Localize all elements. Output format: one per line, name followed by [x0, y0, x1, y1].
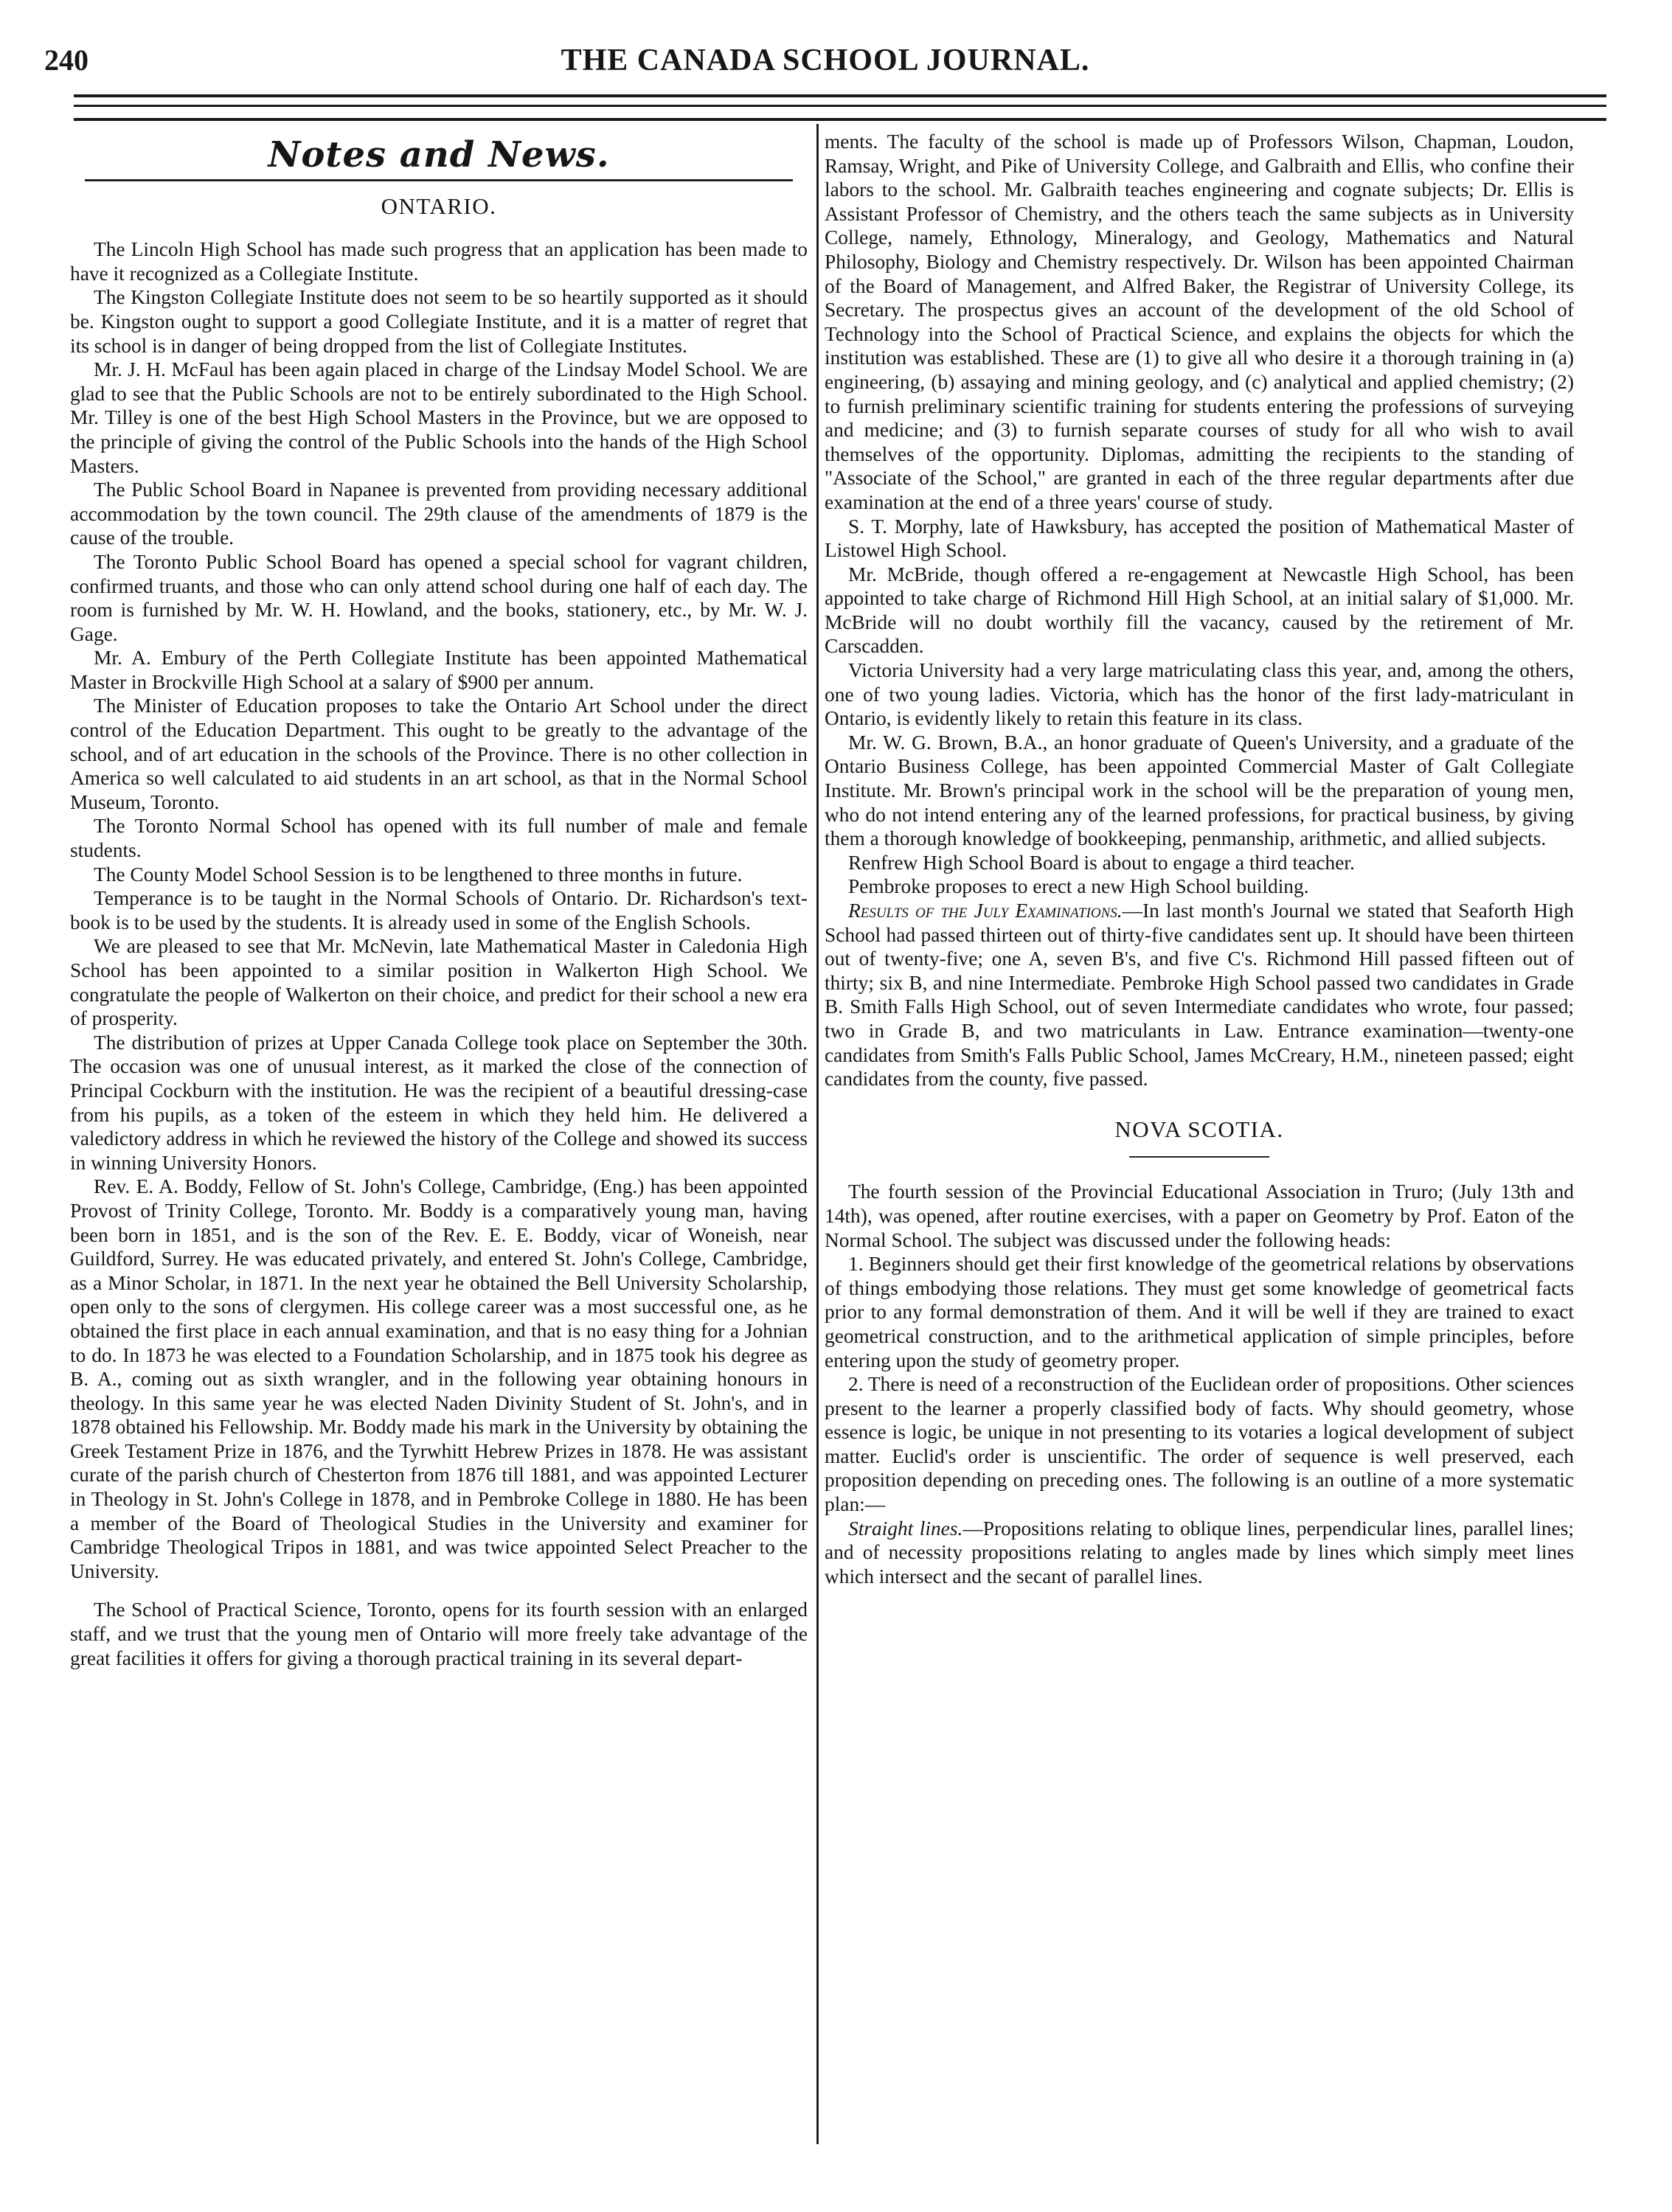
- ontario-heading: ONTARIO.: [381, 192, 497, 219]
- section-title-rule: [85, 179, 793, 181]
- straight-lines-paragraph: [825, 1517, 1574, 1589]
- right-column: [825, 130, 1574, 1588]
- news-item: 1. Beginners should get their first knowledge of the geometrical relations by observations of things embodying those relations. They must get some knowledge of geometrical facts prior to any formal demonstration of them. And it will be well if they are trained to exact geometrical construction, and to the arithmetical application of simple principles, before entering upon the study of geometry proper.: [825, 1253, 1574, 1371]
- news-item: The Kingston Collegiate Institute does not seem to be so heartily supported as it should be. Kingston ought to support a good Collegiate Institute, and it is a matter of regret that its school is in danger of being dropped from the list of Collegiate Institutes.: [70, 286, 808, 357]
- news-item: S. T. Morphy, late of Hawksbury, has accepted the position of Mathematical Master of Listowel High School.: [825, 515, 1574, 562]
- news-item: We are pleased to see that Mr. McNevin, late Mathematical Master in Caledonia High School has been appointed to a similar position in Walkerton High School. We congratulate the people of Walkerton on their choice, and predict for their school a new era of prosperity.: [70, 935, 808, 1030]
- news-item: The Lincoln High School has made such progress that an application has been made to have it recognized as a Collegiate Institute.: [70, 238, 808, 285]
- straight-lines-label: Straight lines.: [848, 1517, 963, 1540]
- header-rule-top: [74, 94, 1606, 97]
- news-item: Mr. McBride, though offered a re-engagement at Newcastle High School, has been appointed to take charge of Richmond Hill High School, at an initial salary of $1,000. Mr. McBride will no doubt worthily fill the vacancy, caused by the retirement of Mr. Carscadden.: [825, 563, 1574, 658]
- news-item: Rev. E. A. Boddy, Fellow of St. John's College, Cambridge, (Eng.) has been appointed Provost of Trinity College, Toronto. Mr. Boddy is a comparatively young man, having been born in 1851, and is the son of the Rev. E. E. Boddy, vicar of Woneish, near Guildford, Surrey. He was educated privately, and entered St. John's College, Cambridge, as a Minor Scholar, in 1871. In the next year he obtained the Bell University Scholarship, open only to the sons of clergymen. His college career was a most successful one, as he obtained the first place in each annual examination, and that is no easy thing for a Johnian to do. In 1873 he was elected to a Foundation Scholarship, and in 1875 took his degree as B. A., coming out as sixth wrangler, and in the following year obtaining honours in theology. In this same year he was elected Naden Divinity Student of St. John's, and in 1878 obtained his Fellowship. Mr. Boddy made his mark in the University by obtaining the Greek Testament Prize in 1876, and the Tyrwhitt Hebrew Prizes in 1878. He was assistant curate of the parish church of Chesterton from 1876 till 1881, and was appointed Lecturer in Theology in St. John's College in 1878, and in Pembroke College in 1880. He has been a member of the Board of Theological Studies in the University and examiner for Cambridge Theological Tripos in 1881, and was twice appointed Select Preacher to the University.: [70, 1175, 808, 1582]
- news-item: Temperance is to be taught in the Normal Schools of Ontario. Dr. Richardson's text-book is to be used by the students. It is already used in some of the English Schools.: [70, 887, 808, 933]
- news-item: The School of Practical Science, Toronto, opens for its fourth session with an enlarged staff, and we trust that the young men of Ontario will more freely take advantage of the great facilities it offers for giving a thorough practical training in its several depart-: [70, 1599, 808, 1669]
- left-column: [70, 130, 808, 1670]
- straight-lines-text: —Propositions relating to oblique lines, perpendicular lines, parallel lines; and of necessity propositions relating to angles made by lines which simply meet lines which intersect and the secant of parallel lines.: [825, 1517, 1574, 1587]
- page-header: [44, 43, 1606, 87]
- header-rule-middle: [74, 105, 1606, 107]
- header-rule-bottom: [74, 118, 1606, 121]
- news-item: The fourth session of the Provincial Educational Association in Truro; (July 13th and 14th), was opened, after routine exercises, with a paper on Geometry by Prof. Eaton of the Normal School. The subject was discussed under the following heads:: [825, 1180, 1574, 1251]
- nova-scotia-heading: NOVA SCOTIA.: [1114, 1116, 1284, 1142]
- results-paragraph: [825, 899, 1574, 1091]
- news-item: ments. The faculty of the school is made up of Professors Wilson, Chapman, Loudon, Ramsay, Wright, and Pike of University College, and Galbraith and Ellis, who confine their labors to the school. Mr. Galbraith teaches engineering and cognate subjects; Dr. Ellis is Assistant Professor of Chemistry, and the others teach the same subjects as in University College, namely, Ethnology, Mineralogy, and Geology, Mathematics and Natural Philosophy, Biology and Chemistry respectively. Dr. Wilson has been appointed Chairman of the Board of Management, and Alfred Baker, the Registrar of University College, its Secretary. The prospectus gives an account of the development of the old School of Technology into the School of Practical Science, and explains the objects for which the institution was established. These are (1) to give all who desire it a thorough training in (a) engineering, (b) assaying and mining geology, and (c) analytical and applied chemistry; (2) to furnish preliminary scientific training for students entering the professions of surveying and medicine; and (3) to furnish separate courses of study for all who wish to avail themselves of the opportunity. Diplomas, admitting the recipients to the standing of "Associate of the School," are granted in each of the three regular departments after due examination at the end of a three years' course of study.: [825, 131, 1574, 513]
- news-item: The Minister of Education proposes to take the Ontario Art School under the direct control of the Education Department. This ought to be greatly to the advantage of the school, and of art education in the schools of the Province. There is no other collection in America so well calculated to aid students in an art school, as that in the Normal School Museum, Toronto.: [70, 695, 808, 813]
- news-item: Mr. W. G. Brown, B.A., an honor graduate of Queen's University, and a graduate of the Ontario Business College, has been appointed Commercial Master of Galt Collegiate Institute. Mr. Brown's principal work in the school will be the preparation of young men, who do not intend entering any of the learned professions, for practical business, by giving them a thorough knowledge of bookkeeping, penmanship, arithmetic, and allied subjects.: [825, 731, 1574, 850]
- news-item: The Public School Board in Napanee is prevented from providing necessary additional accommodation by the town council. The 29th clause of the amendments of 1879 is the cause of the trouble.: [70, 479, 808, 549]
- results-text: —In last month's Journal we stated that Seaforth High School had passed thirteen out of thirty-five candidates sent up. It should have been thirteen out of twenty-five; one A, seven B's, and five C's. Richmond Hill passed fifteen out of thirty; six B, and nine Intermediate. Pembroke High School passed two candidates in Grade B. Smith Falls High School, out of seven Intermediate candidates who wrote, four passed; two in Grade B, and two matriculants in Law. Entrance examination—twenty-one candidates from Smith's Falls Public School, James McCreary, H.M., nineteen passed; eight candidates from the county, five passed.: [825, 900, 1574, 1091]
- nova-scotia-rule: [1129, 1156, 1269, 1158]
- results-label: Results of the July Examinations.: [848, 900, 1123, 922]
- news-item: The distribution of prizes at Upper Canada College took place on September the 30th. The occasion was one of unusual interest, as it marked the close of the connection of Principal Cockburn with the institution. He was the recipient of a beautiful dressing-case from his pupils, as a token of the esteem in which they held him. He delivered a valedictory address in which he reviewed the history of the College and showed its success in winning University Honors.: [70, 1031, 808, 1174]
- news-item: 2. There is need of a reconstruction of the Euclidean order of propositions. Other sciences present to the learner a properly classified body of facts. Why should geometry, whose essence is logic, be unique in not presenting to its votaries a logical development of subject matter. Euclid's order is unscientific. The order of sequence is well preserved, each proposition depending on preceding ones. The following is an outline of a more systematic plan:—: [825, 1373, 1574, 1516]
- news-item: Pembroke proposes to erect a new High School building.: [848, 875, 1309, 898]
- news-item: The County Model School Session is to be lengthened to three months in future.: [94, 863, 743, 886]
- section-title: Notes and News.: [268, 134, 610, 175]
- news-item: Victoria University had a very large matriculating class this year, and, among the others, one of two young ladies. Victoria, which has the honor of the first lady-matriculant in Ontario, is evidently likely to retain this feature in its class.: [825, 659, 1574, 730]
- news-item: Renfrew High School Board is about to engage a third teacher.: [848, 851, 1355, 874]
- news-item: Mr. J. H. McFaul has been again placed in charge of the Lindsay Model School. We are glad to see that the Public Schools are not to be entirely subordinated to the High School. Mr. Tilley is one of the best High School Masters in the Province, but we are opposed to the principle of giving the control of the Public Schools into the hands of the High School Masters.: [70, 358, 808, 477]
- news-item: Mr. A. Embury of the Perth Collegiate Institute has been appointed Mathematical Master in Brockville High School at a salary of $900 per annum.: [70, 647, 808, 693]
- news-item: The Toronto Normal School has opened with its full number of male and female students.: [70, 815, 808, 862]
- paragraph-gap: [70, 1583, 808, 1598]
- news-item: The Toronto Public School Board has opened a special school for vagrant children, confirmed truants, and those who can only attend school during one half of each day. The room is furnished by Mr. W. H. Howland, and the books, stationery, etc., by Mr. W. J. Gage.: [70, 550, 808, 645]
- page-number: 240: [44, 44, 89, 77]
- journal-title: THE CANADA SCHOOL JOURNAL.: [561, 44, 1090, 77]
- column-divider: [816, 124, 819, 2144]
